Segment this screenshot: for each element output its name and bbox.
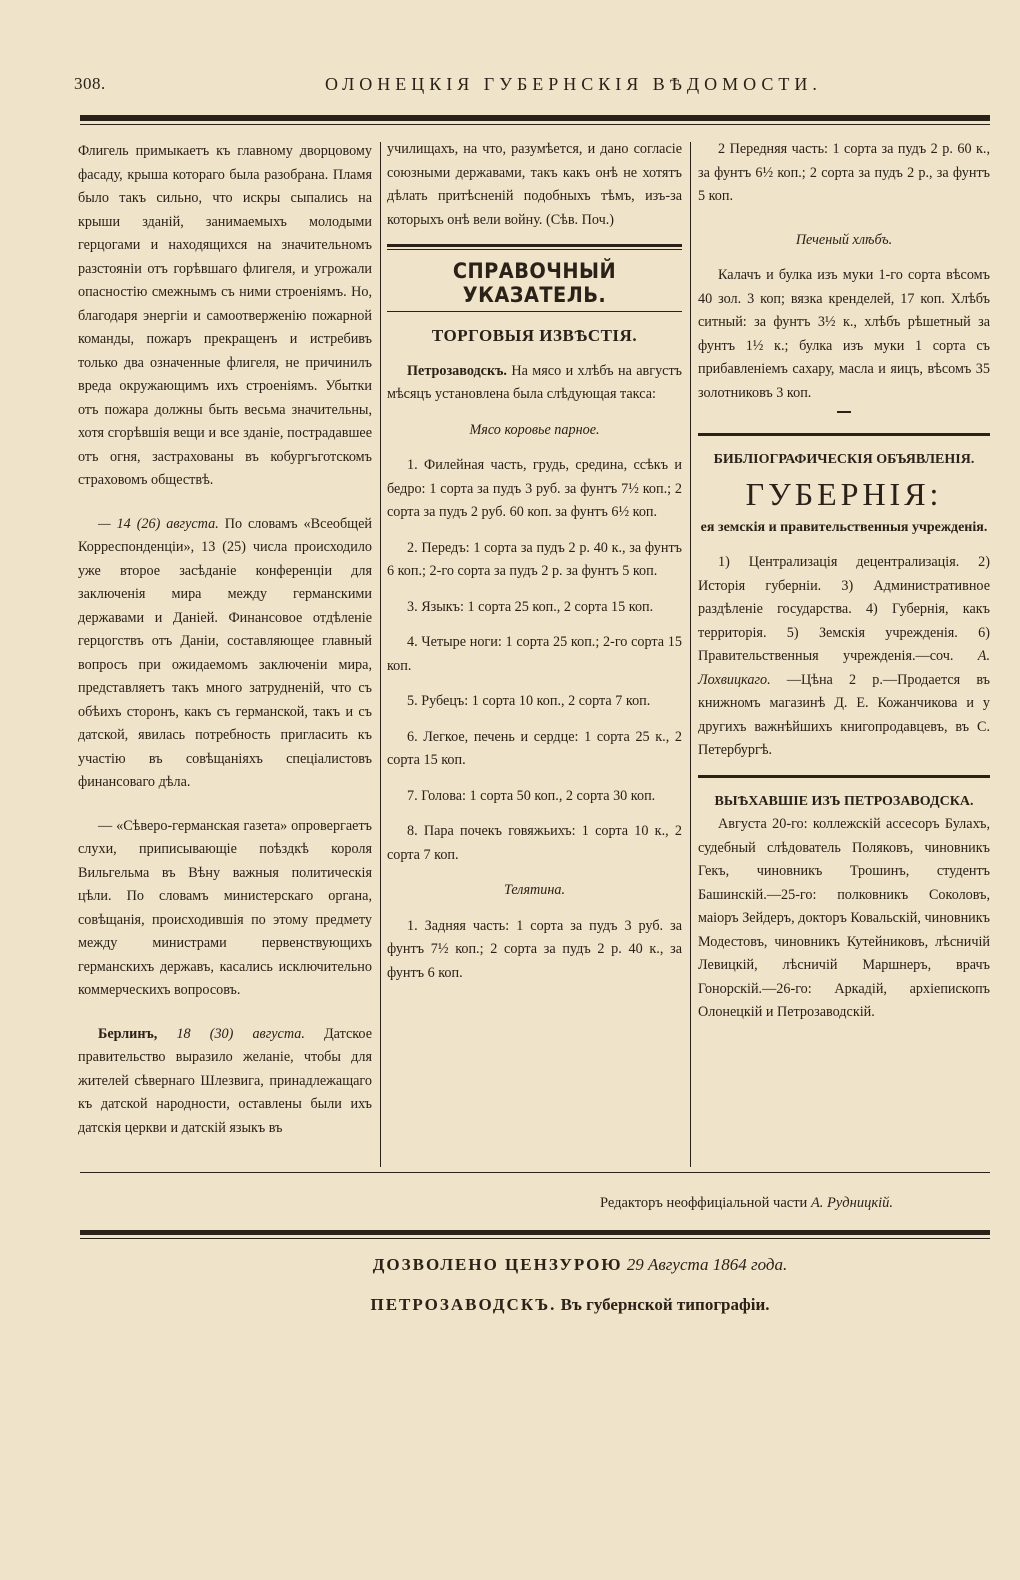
article-text: Датское правительство выразило желаніе, чтобы для жителей сѣвернаго Шлезвига, принадлежащаго къ датской народности, оставлены были ихъ датскія церкви и датскій языкъ въ bbox=[78, 1025, 372, 1136]
veal-item: 2 Передняя часть: 1 сорта за пудъ 2 р. 60 к., за фунтъ 6½ коп.; 2 сорта за пудъ 2 р., за фунтъ 5 коп. bbox=[698, 141, 990, 204]
meat-item: 7. Голова: 1 сорта 50 коп., 2 сорта 30 коп. bbox=[407, 787, 656, 804]
meat-item: 2. Передъ: 1 сорта за пудъ 2 р. 40 к., за фунтъ 6 коп.; 2-го сорта за пудъ 2 р. за фунтъ 5 коп. bbox=[387, 539, 682, 579]
tariff-intro bbox=[387, 360, 682, 407]
section-heading-reference: СПРАВОЧНЫЙ УКАЗАТЕЛЬ. bbox=[452, 259, 617, 307]
tariff-city: Петрозаводскъ. bbox=[407, 362, 507, 379]
meat-heading: Мясо коровье парное. bbox=[469, 421, 600, 438]
page-number: 308. bbox=[74, 74, 106, 93]
editor-credit bbox=[600, 1195, 893, 1212]
article-text: училищахъ, на что, разумѣется, и дано согласіе союзными державами, такъ какъ онѣ не хотятъ дѣлать притѣсненій подобныхъ тѣмъ, изъ-за которыхъ онѣ вели войну. bbox=[387, 141, 682, 228]
article-paragraph-schools bbox=[387, 138, 682, 232]
article-paragraph-conference bbox=[78, 513, 372, 795]
tariff-intro-text: На мясо и хлѣбъ на августъ мѣсяцъ установлена была слѣдующая такса: bbox=[387, 362, 683, 402]
censorship-line bbox=[0, 1255, 1020, 1275]
meat-item: 6. Легкое, печень и сердце: 1 сорта 25 к., 2 сорта 15 коп. bbox=[387, 728, 682, 768]
printer-city: ПЕТРОЗАВОДСКЪ. bbox=[370, 1295, 557, 1314]
section-rule bbox=[387, 244, 682, 247]
bibliography-heading: БИБЛІОГРАФИЧЕСКІЯ ОБЪЯВЛЕНІЯ. bbox=[713, 452, 975, 467]
book-contents: 1) Централизація децентрализація. 2) Исторія губерніи. 3) Административное раздѣленіе государства. 4) Губернія, какъ территорія. 5) Земскія учрежденія. 6) Правительственныя учрежденія.—соч. bbox=[698, 554, 990, 664]
header-rule-thin bbox=[80, 124, 990, 125]
column-2 bbox=[387, 138, 682, 985]
meat-item: 8. Пара почекъ говяжьихъ: 1 сорта 10 к., 2 сорта 7 коп. bbox=[387, 823, 682, 863]
column-divider-2 bbox=[690, 142, 691, 1167]
editor-label: Редакторъ неоффиціальной части bbox=[600, 1195, 808, 1211]
footer-rule-thick bbox=[80, 1230, 990, 1235]
footer-rule bbox=[80, 1172, 990, 1173]
printer-place: Въ губернской типографіи. bbox=[560, 1295, 770, 1314]
article-date: — 14 (26) августа. bbox=[98, 515, 219, 532]
meat-item: 5. Рубецъ: 1 сорта 10 коп., 2 сорта 7 коп. bbox=[407, 693, 651, 709]
header-rule-thick bbox=[80, 115, 990, 121]
veal-item: 1. Задняя часть: 1 сорта за пудъ 3 руб. за фунтъ 7½ коп.; 2 сорта за пудъ 2 р. 40 к., за фунтъ 6 коп. bbox=[387, 917, 682, 981]
article-paragraph-fire: Флигель примыкаетъ къ главному дворцовому фасаду, крыша котораго была разобрана. Пламя было такъ сильно, что искры сыпались на крыши зданій, занимаемыхъ молодыми герцогами и находящихся на значительномъ разстояніи отъ горѣвшаго флигеля, и угрожали опасностію смежнымъ съ ними строеніямъ. Но, благодаря энергіи и самоотверженію пожарной команды, пожаръ прекращенъ и истребивъ только два означенные флигеля, не причинилъ вреда окружающимъ ихъ строеніямъ. Убытки отъ пожара должны быть весьма значительны, хотя сгорѣвшія вещи и все зданіе, пострадавшее отъ огня, застрахованы въ кобургъготскомъ страховомъ обществѣ. bbox=[78, 143, 372, 488]
departed-list: Августа 20-го: коллежскій ассесоръ Булахъ, судебный слѣдователь Поляковъ, чиновникъ Гекъ, чиновникъ Трошинъ, студентъ Башинскій.—25-го: полковникъ Соколовъ, маіоръ Зейдеръ, докторъ Ковальскій, чиновникъ Модестовъ, чиновникъ Кутейниковъ, лѣсничій Левицкій, лѣсничій Маршнеръ, врачъ Гонорскій.—26-го: Аркадій, архіепископъ Олонецкій и Петрозаводскій. bbox=[698, 816, 991, 1020]
censor-date: 29 Августа 1864 года. bbox=[626, 1255, 788, 1274]
book-author: А. Лохвицкаго. bbox=[698, 648, 990, 688]
book-sale-info: —Цѣна 2 р.—Продается въ книжномъ магазинѣ Д. Е. Кожанчикова и у другихъ важнѣйшихъ книгопродавцевъ, въ С. Петербургѣ. bbox=[698, 671, 991, 758]
censor-label: ДОЗВОЛЕНО ЦЕНЗУРОЮ bbox=[372, 1255, 623, 1274]
article-source: (Сѣв. Поч.) bbox=[545, 211, 615, 228]
masthead-title: ОЛОНЕЦКІЯ ГУБЕРНСКІЯ ВѢДОМОСТИ. bbox=[325, 74, 822, 94]
column-1 bbox=[78, 140, 372, 1140]
article-paragraph-gazette: — «Сѣверо-германская газета» опровергаетъ слухи, приписывающіе поѣздкѣ короля Вильгельма въ Вѣну важныя политическія цѣли. По словамъ министерскаго органа, совѣщанія, происходившія по этому предмету между министрами первенствующихъ германскихъ державъ, касались исключительно коммерческихъ вопросовъ. bbox=[78, 817, 372, 998]
book-title: ГУБЕРНІЯ: bbox=[745, 475, 943, 512]
column-3 bbox=[698, 138, 990, 1025]
editor-name: А. Рудницкій. bbox=[810, 1195, 894, 1211]
departed-heading: ВЫѢХАВШІЕ ИЗЪ ПЕТРОЗАВОДСКА. bbox=[714, 793, 974, 809]
footer-rule-thin bbox=[80, 1238, 990, 1239]
article-paragraph-berlin bbox=[78, 1023, 372, 1141]
subsection-heading-trade: ТОРГОВЫЯ ИЗВѢСТІЯ. bbox=[431, 326, 638, 345]
bread-heading: Печеный хлѣбъ. bbox=[795, 231, 893, 248]
article-date: 18 (30) августа. bbox=[176, 1025, 305, 1042]
veal-heading: Телятина. bbox=[503, 882, 566, 898]
meat-item: 1. Филейная часть, грудь, средина, ссѣкъ и бедро: 1 сорта за пудъ 3 руб. за фунтъ 7½ коп.; 2 сорта за пудъ 2 руб. 60 коп. за фунтъ 6½ коп. bbox=[387, 457, 682, 520]
meat-item: 3. Языкъ: 1 сорта 25 коп., 2 сорта 15 коп. bbox=[407, 598, 654, 615]
bread-text: Калачъ и булка изъ муки 1-го сорта вѣсомъ 40 зол. 3 коп; вязка кренделей, 17 коп. Хлѣбъ ситный: за фунтъ 3½ к., хлѣбъ рѣшетный за фунтъ 1½ к.; булка изъ муки 1 сорта съ прибавленіемъ сахару, масла и яицъ, вѣсомъ 35 золотниковъ 3 коп. bbox=[698, 267, 990, 401]
article-city: Берлинъ, bbox=[98, 1025, 158, 1042]
printer-line bbox=[0, 1295, 1020, 1315]
section-rule bbox=[387, 249, 682, 250]
column-divider-1 bbox=[380, 142, 381, 1167]
book-description bbox=[698, 551, 990, 763]
book-subtitle: ея земскія и правительственныя учрежденія. bbox=[700, 519, 988, 535]
article-text: По словамъ «Всеобщей Корреспонденціи», 13 (25) числа происходило уже второе засѣданіе конференціи для заключенія мира между германскими державами и Даніей. Финансовое отдѣленіе герцогствъ отъ Даніи, составляющее главный вопросъ при ожидаемомъ заключеніи мира, представляетъ такъ много затрудненій, что съ обѣихъ сторонъ, какъ съ германской, такъ и съ датской, явилась потребность пригласить къ участію въ совѣщаніяхъ спеціалистовъ финансоваго дѣла. bbox=[78, 515, 372, 790]
meat-item: 4. Четыре ноги: 1 сорта 25 коп.; 2-го сорта 15 коп. bbox=[387, 634, 682, 674]
